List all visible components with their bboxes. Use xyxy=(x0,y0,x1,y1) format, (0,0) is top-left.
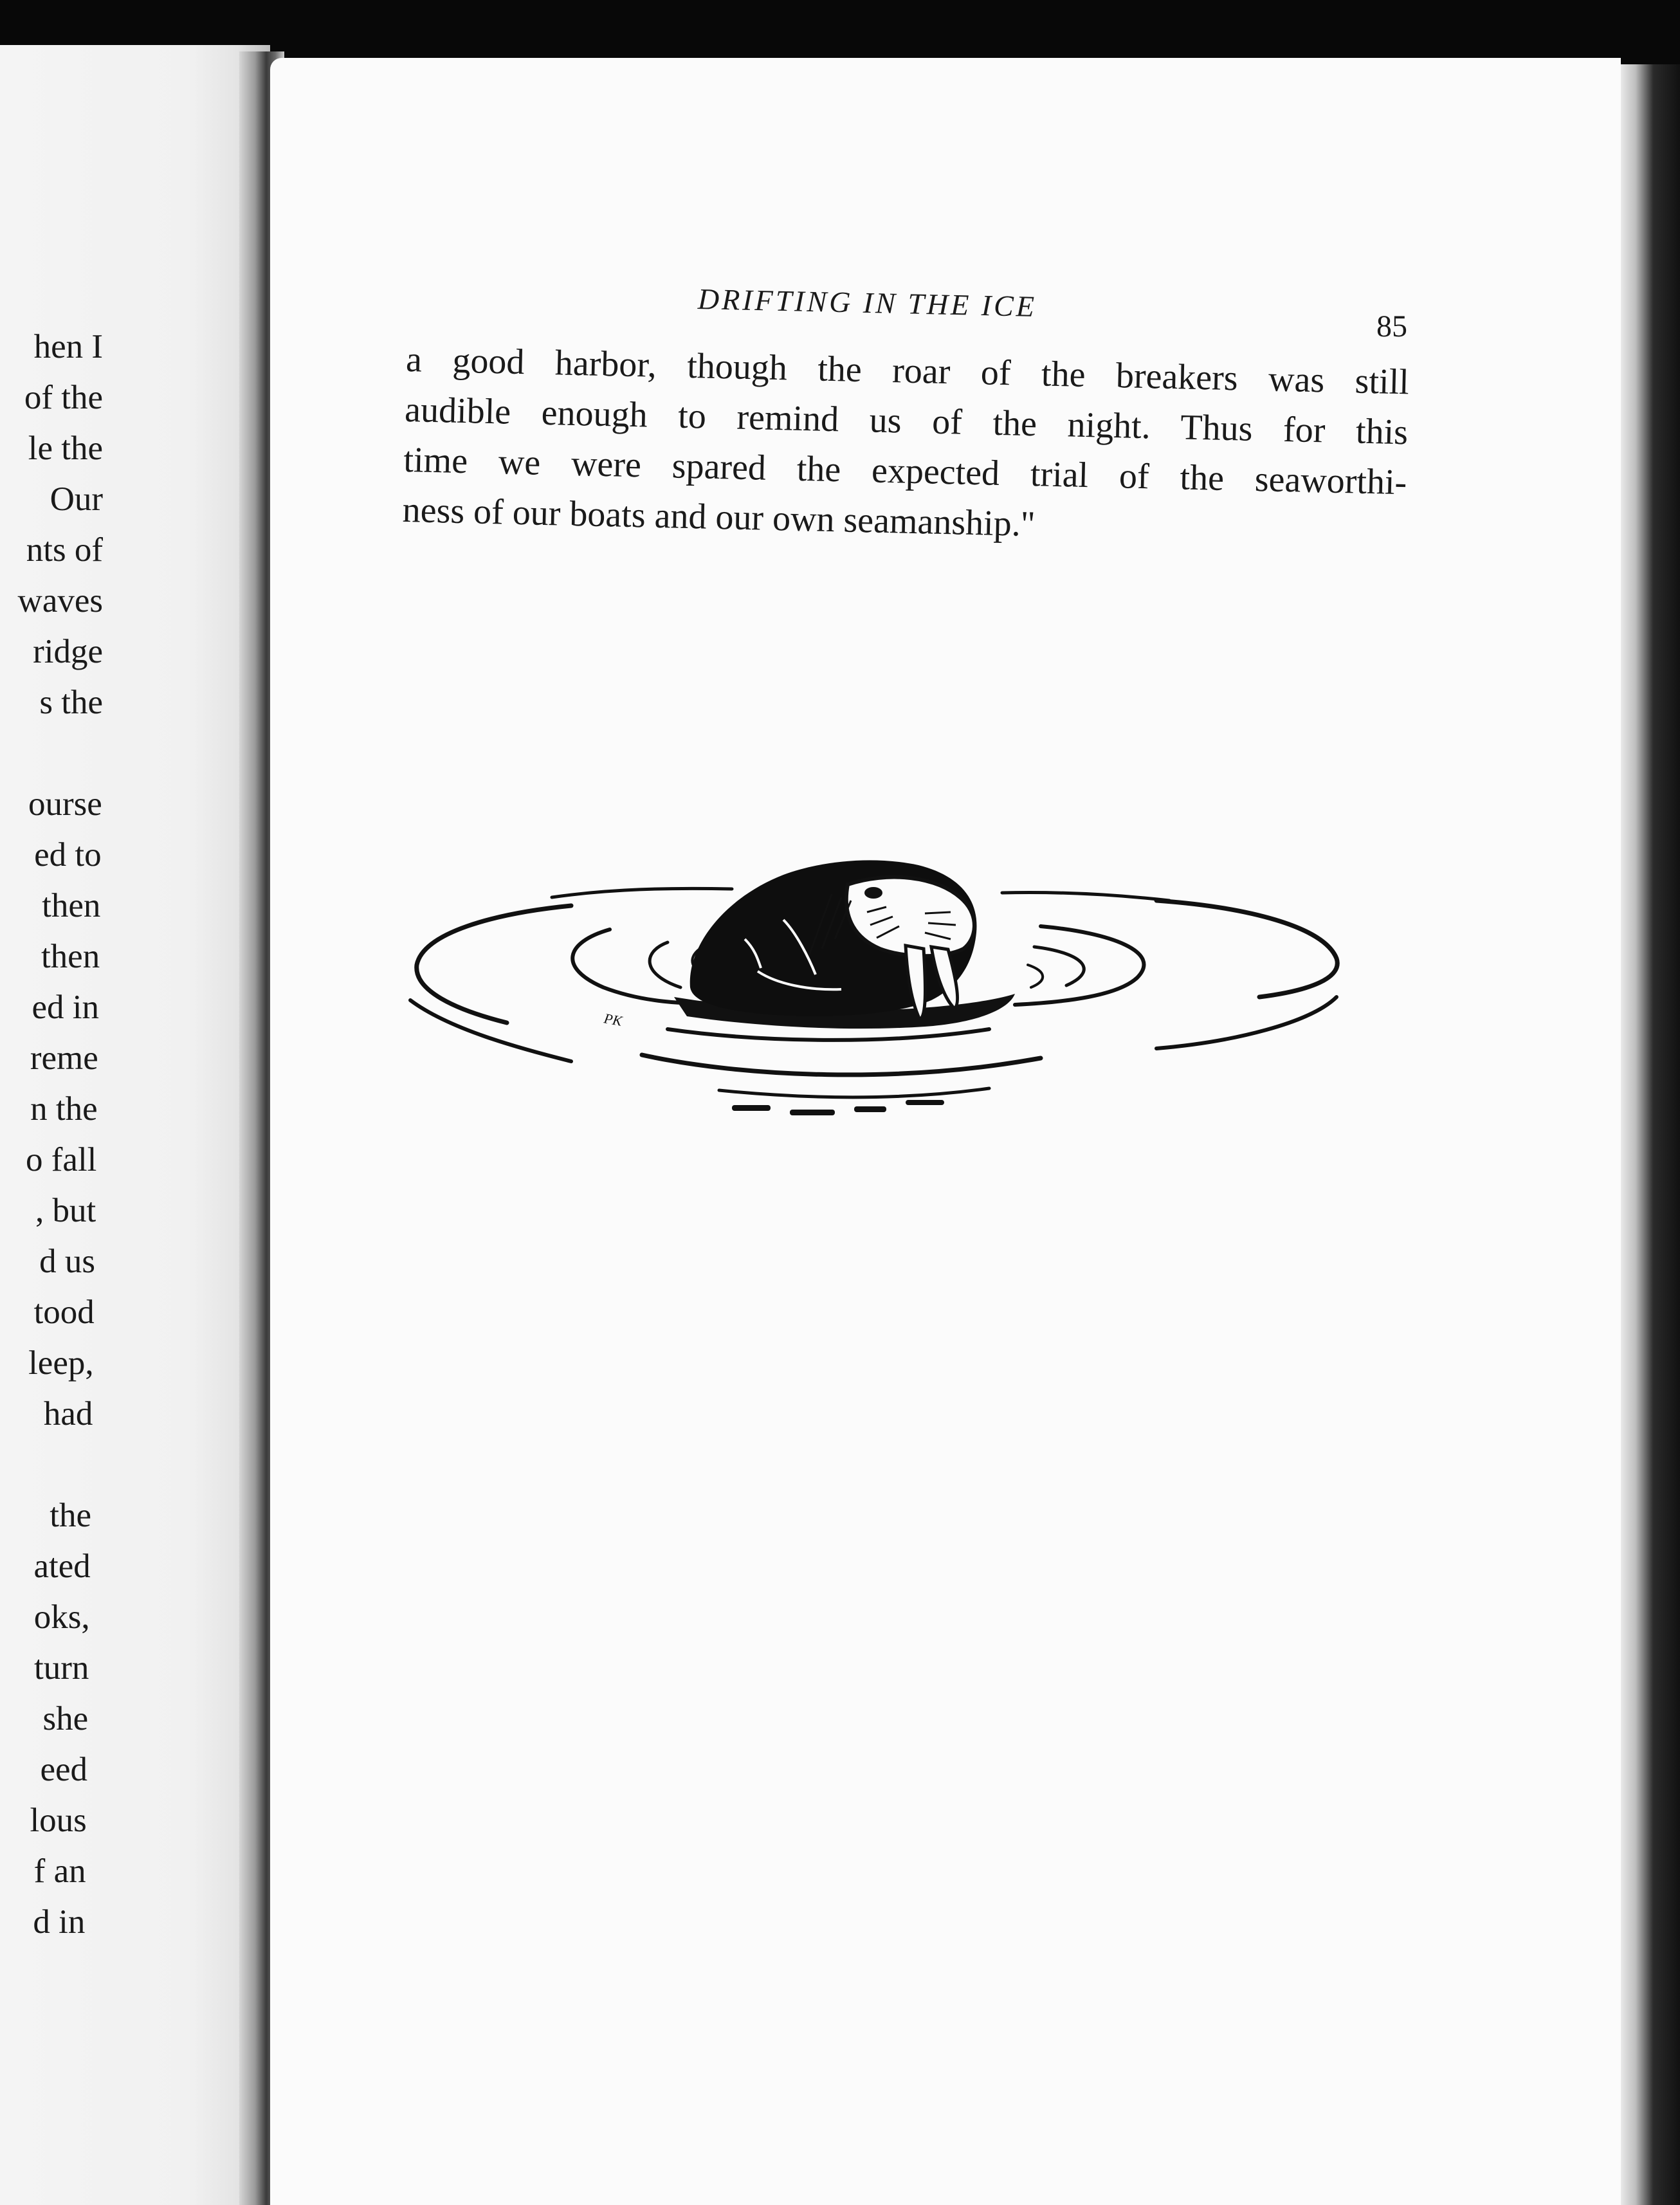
left-page-text-fragment: nts of xyxy=(26,531,103,569)
left-page-text-fragment: lous xyxy=(30,1802,87,1839)
left-page-text-fragment: d in xyxy=(33,1903,86,1941)
left-page-text-fragment: then xyxy=(41,938,100,975)
left-page-text-fragment: ed in xyxy=(32,989,99,1026)
left-page-text-fragment: Our xyxy=(50,480,103,518)
left-page-text-fragment: n the xyxy=(30,1090,98,1128)
left-page-text-fragment: s the xyxy=(39,684,103,721)
left-page-text-fragment: le the xyxy=(28,430,103,467)
left-page-text-fragment: o fall xyxy=(26,1141,97,1178)
left-page-text-fragment: leep, xyxy=(28,1344,94,1382)
text-line: time we were spared the expected trial of the seaworthi- xyxy=(403,439,1407,503)
page-edge-shadow xyxy=(1621,64,1680,2205)
left-page-text-fragment: , but xyxy=(35,1192,96,1229)
left-page-text-fragment: tood xyxy=(33,1294,95,1331)
text-line: a good harbor, though the roar of the breakers was still xyxy=(405,339,1410,403)
left-page-text-fragment: hen I xyxy=(33,328,103,365)
text-line: audible enough to remind us of the night. Thus for this xyxy=(404,389,1409,453)
left-page-text-fragment: turn xyxy=(34,1649,89,1687)
text-line: ness of our boats and our own seamanship." xyxy=(402,489,1036,545)
left-page-text-fragment: she xyxy=(42,1700,89,1737)
left-page-text-fragment: f an xyxy=(33,1853,86,1890)
left-page-text-fragment: ated xyxy=(33,1548,91,1585)
left-page-text-fragment: ed to xyxy=(34,836,102,874)
left-page-text-fragment: oks, xyxy=(33,1598,90,1636)
body-paragraph xyxy=(402,334,1410,558)
left-page-text-fragment: ridge xyxy=(33,633,103,670)
left-page-text-fragment: had xyxy=(43,1395,93,1432)
left-page-text-fragment: then xyxy=(42,887,101,924)
page-number: 85 xyxy=(1376,309,1407,343)
left-page-text-fragment: reme xyxy=(30,1039,98,1077)
left-page-text-fragment: waves xyxy=(17,582,103,619)
artist-monogram: PK xyxy=(603,1010,624,1029)
left-page-text-fragment: the xyxy=(50,1497,91,1534)
running-head: DRIFTING IN THE ICE xyxy=(697,282,1037,323)
left-page-text-fragment: d us xyxy=(39,1243,95,1280)
left-page-text-fragment: eed xyxy=(40,1751,87,1788)
walrus-illustration xyxy=(397,836,1375,1184)
left-page-text-fragment: ourse xyxy=(28,785,102,823)
left-page-text-fragment: of the xyxy=(24,379,103,416)
